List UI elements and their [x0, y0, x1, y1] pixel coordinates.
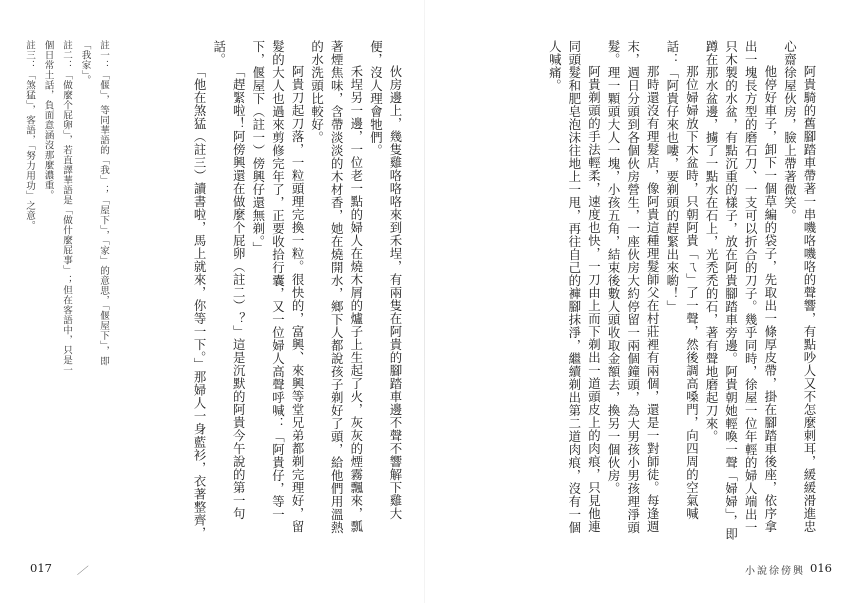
- paragraph: 伙房邊上，幾隻雞咯咯咯來到禾埕，有兩隻在阿貴的腳踏車邊不聲不響解下雞大便，沒人理會牠們。: [368, 40, 403, 520]
- left-page-body: [165, 40, 405, 545]
- paragraph: 那位婦婦放下木盆時，只朝阿貴「ㄟ」了一聲，然後調高嗓門，向四周的空氣喊話：「阿貴仔來也嘍，要剃頭的趕緊出來喲！」: [664, 40, 700, 520]
- footnote-2: 註二：「做麼个屁卵」，若直譯華語是「做什麼屁事」；但在客語中，只是一個日常土話，負面意涵沒那麼濃重。: [42, 40, 72, 376]
- right-page: [425, 0, 850, 603]
- paragraph: 禾埕另一邊，一位老一點的婦人在燒木屑的爐子上生起了火，灰灰的煙霧飄來，瓢著煙焦味，含帶淡淡的木材香，她在燒開水，鄉下人都說孩子剃好了頭，給他們用溫熱的水洗頭比較好。: [309, 40, 364, 534]
- right-page-body: [447, 40, 819, 545]
- running-title: 小說徐傍興: [745, 566, 805, 577]
- paragraph: 阿貴騎的舊腳踏車帶著一串嘰咯嘰咯的聲響，有點吵人又不怎麼刺耳，緩緩滑進忠心齋徐屋伙房，臉上帶著微笑。: [782, 40, 817, 533]
- paragraph: 他停好車子，卸下一個草編的袋子，先取出一條厚皮帶，掛在腳踏車後座，依序拿出一塊長方型的磨石刀、一支可以折合的刀子。幾乎同時，徐屋一位年輕的婦人端出一只木製的水盆，有點沉重的樣子，放在阿貴腳踏車旁邊。阿貴朝她輕喚一聲「婦婦」，即蹲在那水盆邊，擄了一點水在石上，光禿禿的石，著有聲地磨起刀來。: [704, 40, 778, 541]
- page-number-left: 017: [30, 561, 52, 575]
- footnotes: [24, 40, 112, 380]
- page-number-right: 016: [810, 561, 832, 575]
- paragraph: 「趕緊啦！阿傍興還在做麼个屁卵（註二）？」這是沉默的阿貴今午說的第一句話。: [211, 40, 247, 520]
- footnote-3: 註三：「煞猛」，客語，「努力用功」之意。: [24, 40, 35, 231]
- footnote-1: 註一：「偃」，等同華語的「我」；「屋下」，「家」的意思，「偃屋下」，即「我家」。: [79, 40, 109, 366]
- paragraph: 阿貴刀起刀落，一粒頭理完換一粒。很快的，富興、來興等堂兄弟都剃完理好，留髮的大人也過來剪修完年了，正要收拾行囊，又一位婦人高聲呼喊：「阿貴仔，等一下，偃屋下（註一）傍興仔還無剃。」: [250, 40, 306, 533]
- paragraph: 那時還沒有理髮店，像阿貴這種理髮師父在村莊裡有兩個，還是一對師徒。每逢週末，週日分頭到各個伙房營生，一座伙房大約停留一兩個鐘頭，為大男孩小男孩理淨頭髮。理一顆頭大人一塊，小孩五角，結束後數人頭收取金額去，換另一個伙房。: [606, 40, 661, 534]
- paragraph: 「他在煞猛（註三）讀書啦，馬上就來，你等一下。」那婦人一身藍衫，衣著整齊，: [192, 64, 208, 540]
- page-mark: ／: [76, 566, 89, 577]
- paragraph: 阿貴剃頭的手法輕柔，速度也快，一刀由上而下剃出一道頭皮上的肉痕，只見他連同頭髮和肥皂泡沫往地上一甩，再往自己的褲腳抹淨，繼續剃出第二道肉痕，沒有一個人喊痛。: [547, 40, 602, 534]
